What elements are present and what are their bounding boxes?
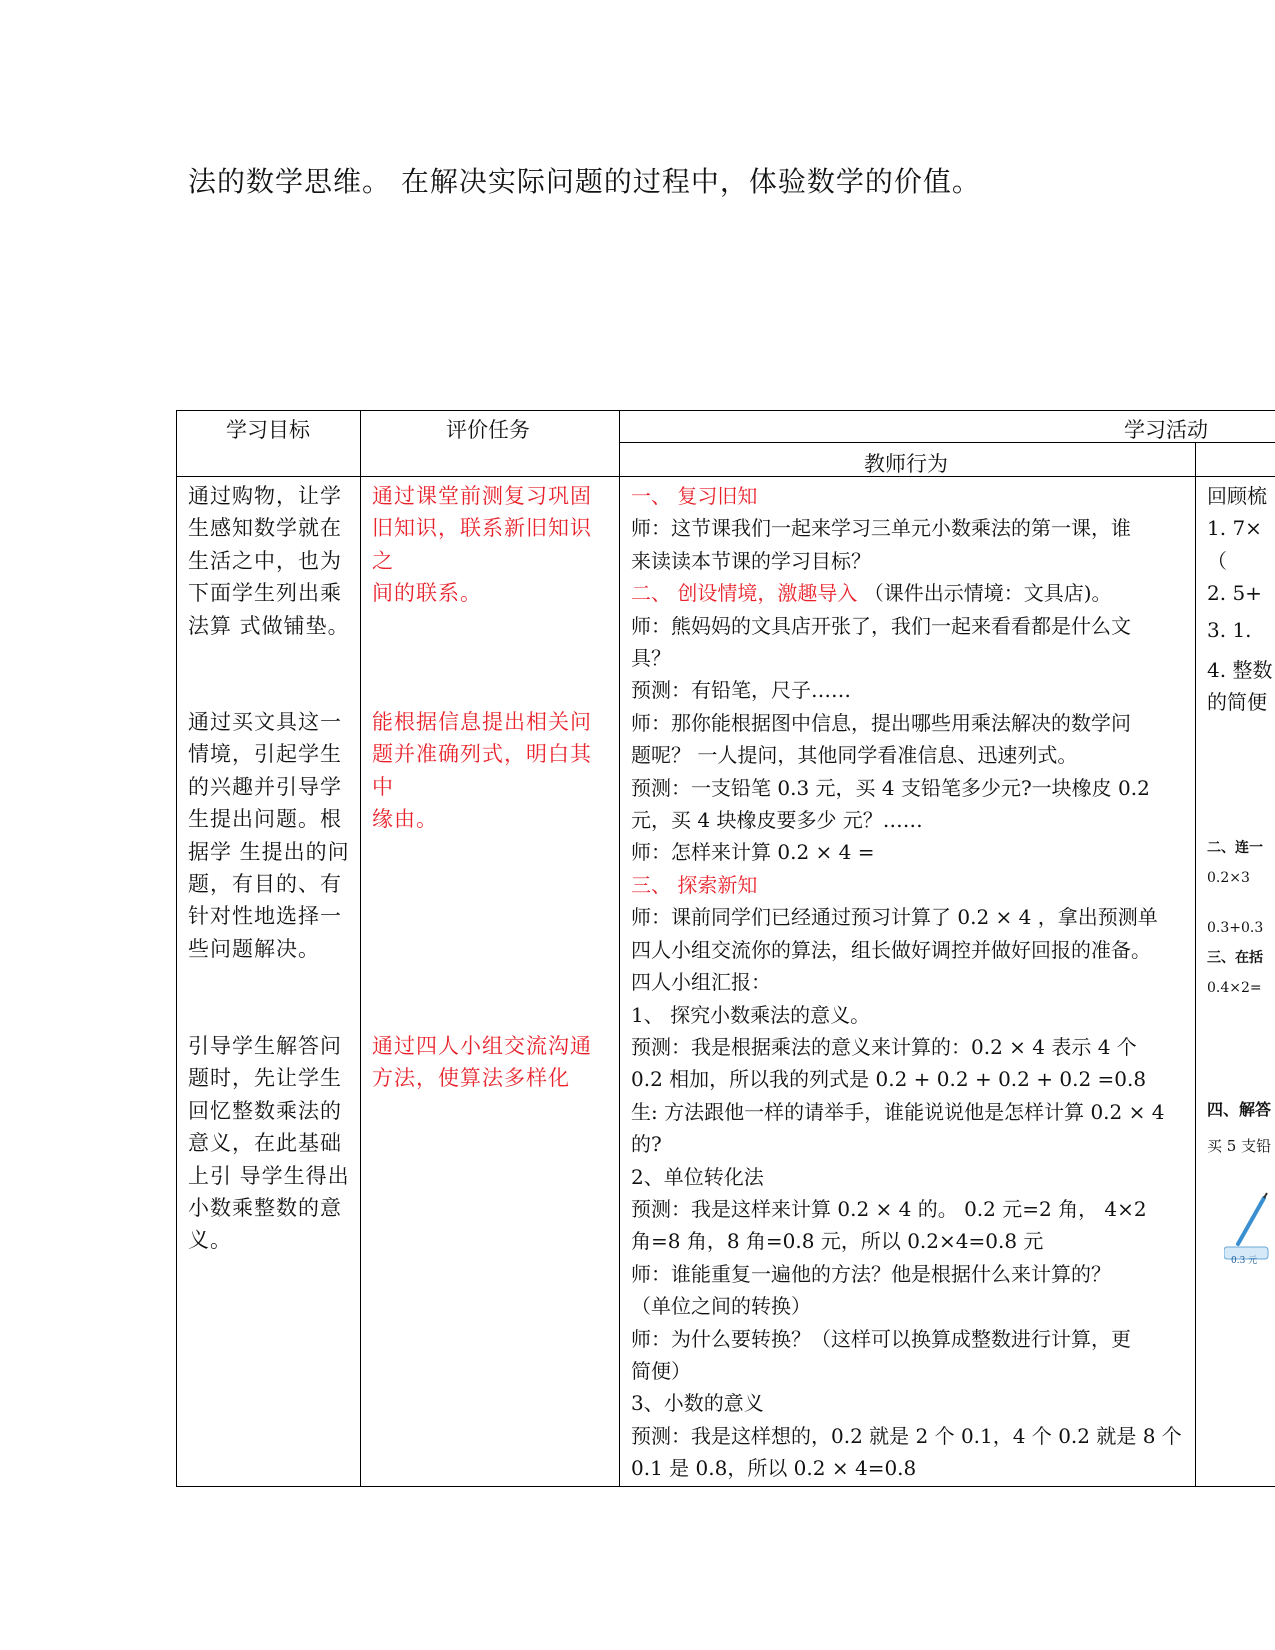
teacher-line-text: 3、小数的意义 [631, 1391, 764, 1416]
teacher-line-text: 1、 探究小数乘法的意义。 [631, 1002, 871, 1027]
teacher-line-text: 四人小组交流你的算法，组长做好调控并做好回报的准备。 [631, 937, 1151, 962]
teacher-line [631, 674, 1186, 706]
teacher-behavior-column [631, 480, 1186, 1485]
table-left-border [176, 410, 177, 1487]
goal-line: 意义，在此基础 [188, 1131, 342, 1156]
teacher-line-text: 一、 复习旧知 [631, 484, 758, 508]
teacher-line [631, 1258, 1186, 1290]
table-top-border [176, 410, 1275, 411]
teacher-line-text: 师：谁能重复一遍他的方法？他是根据什么来计算的？ [631, 1261, 1111, 1286]
teacher-line-text: 0.2 相加，所以我的列式是 0.2 + 0.2 + 0.2 + 0.2 =0.8 [631, 1067, 1147, 1092]
student-line: 2. 5+ [1207, 581, 1262, 606]
goal-line: 义。 [188, 1228, 232, 1253]
teacher-line-text: 来读读本节课的学习目标？ [631, 548, 871, 573]
header-teacher: 教师行为 [864, 452, 948, 476]
task-line: 能根据信息提出相关问 [372, 710, 592, 734]
student-line: 买 5 支铅 [1207, 1137, 1272, 1155]
goal-line: 回忆整数乘法的 [188, 1098, 342, 1123]
teacher-line [631, 1193, 1186, 1225]
task-line: 通过四人小组交流沟通 [372, 1034, 592, 1058]
table-bottom-border [176, 1486, 1275, 1487]
teacher-line-text: 预测：我是这样想的，0.2 就是 2 个 0.1，4 个 0.2 就是 8 个 [631, 1423, 1182, 1448]
teacher-line-text: 简便） [631, 1358, 691, 1383]
teacher-line [631, 480, 1186, 512]
teacher-student-divider [1195, 442, 1196, 1487]
teacher-line-text: 师：那你能根据图中信息，提出哪些用乘法解决的数学问 [631, 710, 1131, 735]
teacher-line-text: 师：熊妈妈的文具店开张了，我们一起来看看都是什么文 [631, 613, 1131, 638]
teacher-line-text: 具？ [631, 646, 671, 671]
goal-line: 针对性地选择一 [188, 904, 342, 929]
goal-line: 下面学生列出乘 [188, 581, 342, 606]
teacher-line [631, 999, 1186, 1031]
teacher-line [631, 1096, 1186, 1128]
student-line: 1. 7× [1207, 516, 1262, 541]
goal-line: 生提出问题。根 [188, 807, 342, 832]
teacher-line [631, 739, 1186, 771]
teacher-line-suffix: （课件出示情境：文具店)。 [857, 581, 1112, 606]
goal-line: 些问题解决。 [188, 936, 320, 961]
student-line: 0.2×3 [1207, 870, 1250, 886]
teacher-line-text: 师：怎样来计算 0.2 × 4 = [631, 840, 875, 865]
teacher-line [631, 707, 1186, 739]
task-line: 方法，使算法多样化 [372, 1066, 570, 1091]
student-line [1207, 888, 1263, 918]
intro-text: 法的数学思维。 在解决实际问题的过程中，体验数学的价值。 [188, 165, 981, 198]
teacher-line [631, 610, 1186, 642]
goal-line: 生活之中，也为 [188, 548, 342, 573]
pencil-price-label: 0.3 元 [1231, 1256, 1258, 1266]
teacher-line [631, 1161, 1186, 1193]
student-line: 3. 1. [1207, 617, 1252, 642]
student-line: 四、解答 [1207, 1100, 1272, 1119]
task-line: 缘由。 [372, 807, 438, 832]
teacher-line-text: 0.1 是 0.8，所以 0.2 × 4=0.8 [631, 1456, 917, 1481]
teacher-line-text: 2、单位转化法 [631, 1164, 764, 1189]
teacher-line [631, 577, 1186, 609]
student-line: 二、连一 [1207, 840, 1263, 856]
teacher-line [631, 1063, 1186, 1095]
teacher-line [631, 1031, 1186, 1063]
student-line: 0.4×2= [1207, 980, 1262, 996]
header-bottom-border [176, 476, 1275, 477]
task-line: 间的联系。 [372, 581, 482, 606]
goal-line: 生感知数学就在 [188, 516, 342, 541]
teacher-line-text: 师：课前同学们已经通过预习计算了 0.2 × 4 ，拿出预测单 [631, 905, 1158, 930]
pencil-icon [1224, 1192, 1275, 1262]
teacher-line [631, 642, 1186, 674]
teacher-line [631, 1128, 1186, 1160]
goal-line: 题，有目的、有 [188, 872, 342, 897]
goal-line: 通过购物，让学 [188, 484, 342, 508]
teacher-line [631, 545, 1186, 577]
teacher-line [631, 804, 1186, 836]
teacher-line-text: 三、 探索新知 [631, 872, 758, 897]
goal-line: 题时，先让学生 [188, 1066, 342, 1091]
goal-block-1 [188, 480, 350, 642]
teacher-line-text: 预测：我是这样来计算 0.2 × 4 的。 0.2 元=2 角， 4×2 [631, 1196, 1147, 1221]
teacher-line [631, 1387, 1186, 1419]
goal-block-3 [188, 1030, 350, 1257]
goal-line: 引导学生解答问 [188, 1034, 342, 1058]
teacher-line [631, 772, 1186, 804]
task-line: 旧知识，联系新旧知识之 [372, 516, 592, 573]
student-line: （ [1207, 548, 1227, 573]
teacher-line-text: 师：这节课我们一起来学习三单元小数乘法的第一课，谁 [631, 516, 1131, 541]
teacher-line-text: 元，买 4 块橡皮要多少 元？…… [631, 808, 923, 833]
header-goal: 学习目标 [226, 418, 310, 442]
teacher-line [631, 966, 1186, 998]
teacher-line [631, 512, 1186, 544]
task-activity-divider [619, 410, 620, 1487]
teacher-line-text: 角=8 角，8 角=0.8 元，所以 0.2×4=0.8 元 [631, 1229, 1044, 1254]
task-block-3 [372, 1030, 612, 1095]
teacher-line-text: 师：为什么要转换？（这样可以换算成整数进行计算，更 [631, 1326, 1131, 1351]
teacher-line-text: 生: 方法跟他一样的请举手，谁能说说他是怎样计算 0.2 × 4 [631, 1099, 1165, 1124]
student-answer-block [1207, 1100, 1271, 1156]
teacher-line [631, 836, 1186, 868]
student-line: 的简便 [1207, 690, 1267, 715]
teacher-line-text: 预测：一支铅笔 0.3 元，买 4 支铅笔多少元?一块橡皮 0.2 [631, 775, 1150, 800]
task-block-2 [372, 706, 612, 836]
teacher-line-text: 的? [631, 1132, 662, 1157]
student-exercise-block [1207, 838, 1263, 998]
student-line: 0.3+0.3 [1207, 920, 1264, 936]
student-line: 回顾梳 [1207, 484, 1267, 508]
goal-line: 通过买文具这一 [188, 710, 342, 734]
goal-line: 小数乘整数的意 [188, 1196, 342, 1221]
task-line: 题并准确列式，明白其中 [372, 742, 592, 799]
teacher-line [631, 1452, 1186, 1484]
goal-line: 情境，引起学生 [188, 742, 342, 767]
teacher-line [631, 1290, 1186, 1322]
task-block-1 [372, 480, 612, 610]
goal-line: 据学 生提出的问 [188, 839, 350, 864]
teacher-line-text: 四人小组汇报： [631, 970, 771, 995]
goal-line: 上引 导学生得出 [188, 1163, 350, 1188]
student-behavior-column [1207, 480, 1272, 719]
teacher-line-text: 二、 创设情境，激趣导入 [631, 581, 858, 606]
teacher-line [631, 1420, 1186, 1452]
student-line: 4. 整数 [1207, 658, 1273, 683]
teacher-line-text: 题呢？ 一人提问，其他同学看准信息、迅速列式。 [631, 743, 1078, 768]
teacher-line [631, 1323, 1186, 1355]
student-line: 三、在括 [1207, 950, 1263, 966]
header-activity: 学习活动 [1124, 418, 1208, 442]
teacher-line [631, 934, 1186, 966]
goal-task-divider [360, 410, 361, 1487]
teacher-line [631, 869, 1186, 901]
teacher-line [631, 901, 1186, 933]
task-line: 通过课堂前测复习巩固 [372, 484, 592, 508]
teacher-line-text: （单位之间的转换） [631, 1294, 811, 1319]
teacher-line [631, 1225, 1186, 1257]
goal-line: 法算 式做铺垫。 [188, 613, 350, 638]
teacher-line [631, 1355, 1186, 1387]
header-task: 评价任务 [446, 418, 530, 442]
teacher-line-text: 预测：有铅笔，尺子…… [631, 678, 851, 703]
teacher-line-text: 预测：我是根据乘法的意义来计算的：0.2 × 4 表示 4 个 [631, 1034, 1137, 1059]
goal-line: 的兴趣并引导学 [188, 774, 342, 799]
goal-block-2 [188, 706, 350, 965]
